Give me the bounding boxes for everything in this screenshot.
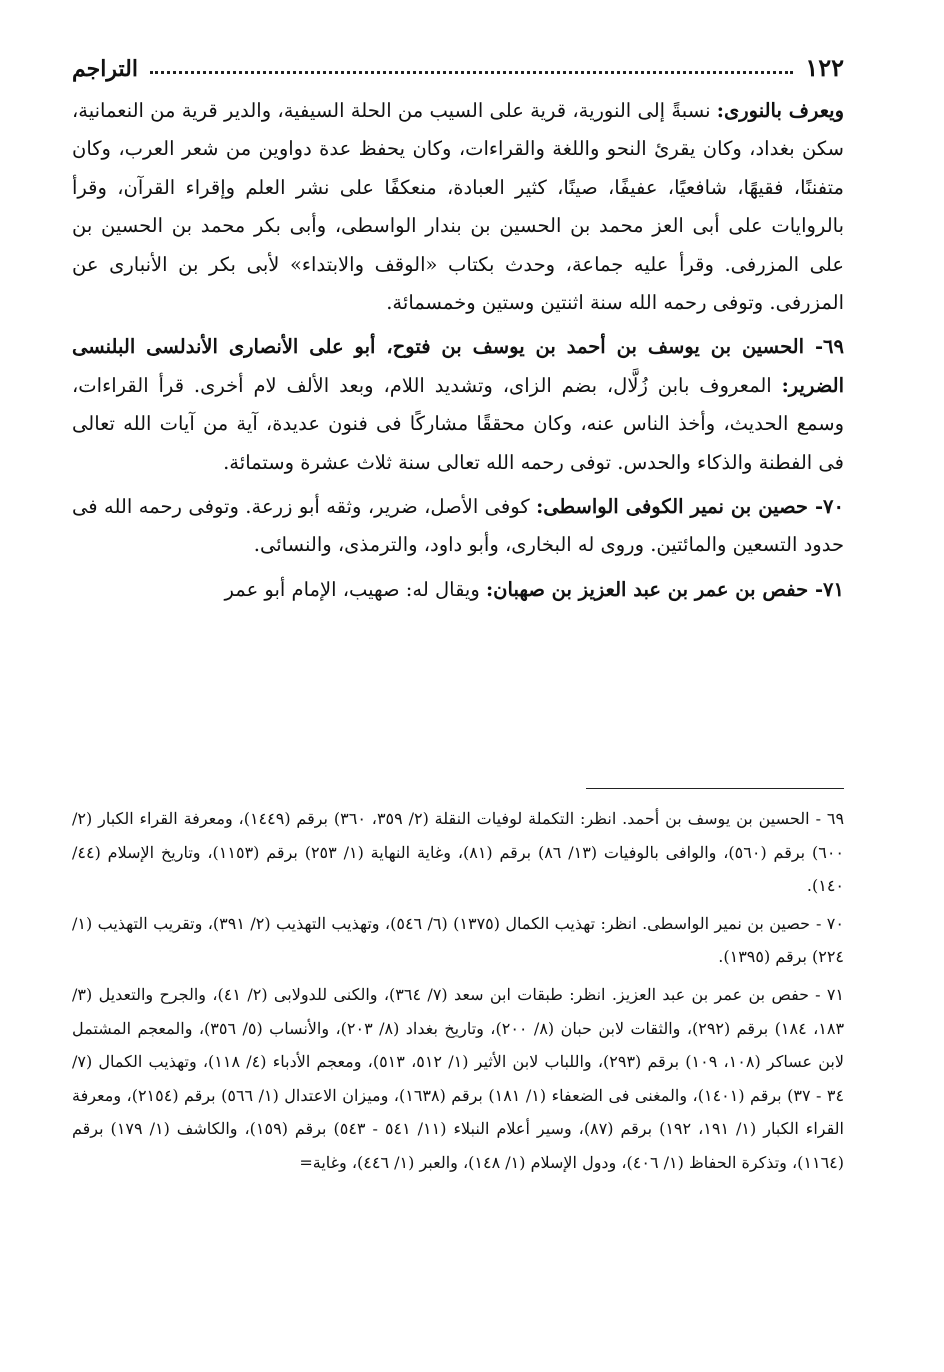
footnote [72, 802, 844, 903]
entry-body: كوفى الأصل، ضرير، وثقه أبو زرعة. وتوفى رحمه الله فى حدود التسعين والمائتين. وروى له البخارى، وأبو داود، والترمذى، والنسائى. [72, 495, 844, 557]
main-text [72, 92, 844, 615]
page-number: ١٢٢ [805, 53, 844, 82]
footnote-separator [586, 788, 844, 789]
footnote-text: الحسين بن يوسف بن أحمد. انظر: التكملة لوفيات النقلة (٢/ ٣٥٩، ٣٦٠) برقم (١٤٤٩)، ومعرفة القراء الكبار (٢/ ٦٠٠) برقم (٥٦٠)، والوافى بالوفيات (١٣/ ٨٦) برقم (٨١)، وغاية النهاية (١/ ٢٥٣) برقم (١١٥٣)، وتاريخ الإسلام (٤٤/ ١٤٠). [72, 809, 845, 896]
entry-body: المعروف بابن زُلَّال، بضم الزاى، وتشديد اللام، وبعد الألف لام أخرى. قرأ القراءات، وسمع الحديث، وأخذ الناس عنه، وكان محققًا مشاركًا فى فنون عديدة، آية من آيات الله تعالى فى الفطنة والذكاء والحدس. توفى رحمه الله تعالى سنة ثلاث عشرة وستمائة. [72, 373, 844, 474]
footnote-number: ٧١ - [815, 984, 845, 1004]
header-dotted-leader [150, 71, 793, 74]
footnote [72, 978, 844, 1180]
footnote-text: حصين بن نمير الواسطى. انظر: تهذيب الكمال (١٣٧٥) (٦/ ٥٤٦)، وتهذيب التهذيب (٢/ ٣٩١)، وتقريب التهذيب (١/ ٢٢٤) برقم (١٣٩٥). [72, 913, 844, 967]
running-title: التراجم [72, 56, 138, 82]
footnote [72, 907, 844, 974]
entry-body: نسبةً إلى النورية، قرية على السيب من الحلة السيفية، والدير قرية من النعمانية، سكن بغداد، وكان يقرئ النحو واللغة والقراءات، وكان يحفظ عدة دواوين من شعر العرب، وكان متفننًا، فقيهًا، شافعيًا، عفيفًا، صينًا، كثير العبادة، منعكفًا على نشر العلم وإقراء القرآن، وقرأ بالروايات على أبى العز محمد بن الحسين بن بندار الواسطى، وأبى بكر محمد بن الحسين بن على المزرفى. وقرأ عليه جماعة، وحدث بكتاب «الوقف والابتداء» لأبى بكر بن الأنبارى عن المزرفى. وتوفى رحمه الله سنة اثنتين وستين وخمسمائة. [72, 99, 844, 315]
footnote-text: حفص بن عمر بن عبد العزيز. انظر: طبقات ابن سعد (٧/ ٣٦٤)، والكنى للدولابى (٢/ ٤١)، والجرح والتعديل (٣/ ١٨٣، ١٨٤) برقم (٢٩٢)، والثقات لابن حبان (٨/ ٢٠٠)، وتاريخ بغداد (٨/ ٢٠٣)، والأنساب (٥/ ٣٥٦)، والمعجم المشتمل لابن عساكر (١٠٨، ١٠٩) برقم (٢٩٣)، واللباب لابن الأثير (١/ ٥١٢، ٥١٣)، ومعجم الأدباء (٤/ ١١٨)، وتهذيب الكمال (٧/ ٣٤ - ٣٧) برقم (١٤٠١)، والمغنى فى الضعفاء (١/ ١٨١) برقم (١٦٣٨)، وميزان الاعتدال (١/ ٥٦٦) برقم (٢١٥٤)، ومعرفة القراء الكبار (١/ ١٩١، ١٩٢) برقم (٨٧)، وسير أعلام النبلاء (١١/ ٥٤١ - ٥٤٣) برقم (١٥٩)، والكاشف (١/ ١٧٩) برقم (١١٦٤)، وتذكرة الحفاظ (١/ ٤٠٦)، ودول الإسلام (١/ ١٤٨)، والعبر (١/ ٤٤٦)، وغاية= [72, 984, 845, 1172]
footnotes [72, 802, 844, 1184]
entry-body: ويقال له: صهيب، الإمام أبو عمر [224, 577, 486, 601]
entry-heading: ٦٩- الحسين بن يوسف بن أحمد بن يوسف بن فتوح، أبو على الأنصارى الأندلسى البلنسى الضرير: [72, 335, 844, 397]
entry-paragraph [72, 92, 844, 322]
footnote-number: ٦٩ - [815, 809, 845, 828]
entry-paragraph [72, 571, 844, 609]
book-page [72, 30, 844, 1350]
footnote-number: ٧٠ - [816, 913, 844, 933]
entry-heading: ويعرف بالنورى: [716, 99, 844, 122]
page-header [72, 38, 844, 82]
entry-paragraph [72, 328, 844, 482]
entry-heading: ٧١- حفص بن عمر بن عبد العزيز بن صهبان: [485, 577, 844, 601]
entry-heading: ٧٠- حصين بن نمير الكوفى الواسطى: [536, 495, 844, 519]
entry-paragraph [72, 488, 844, 565]
